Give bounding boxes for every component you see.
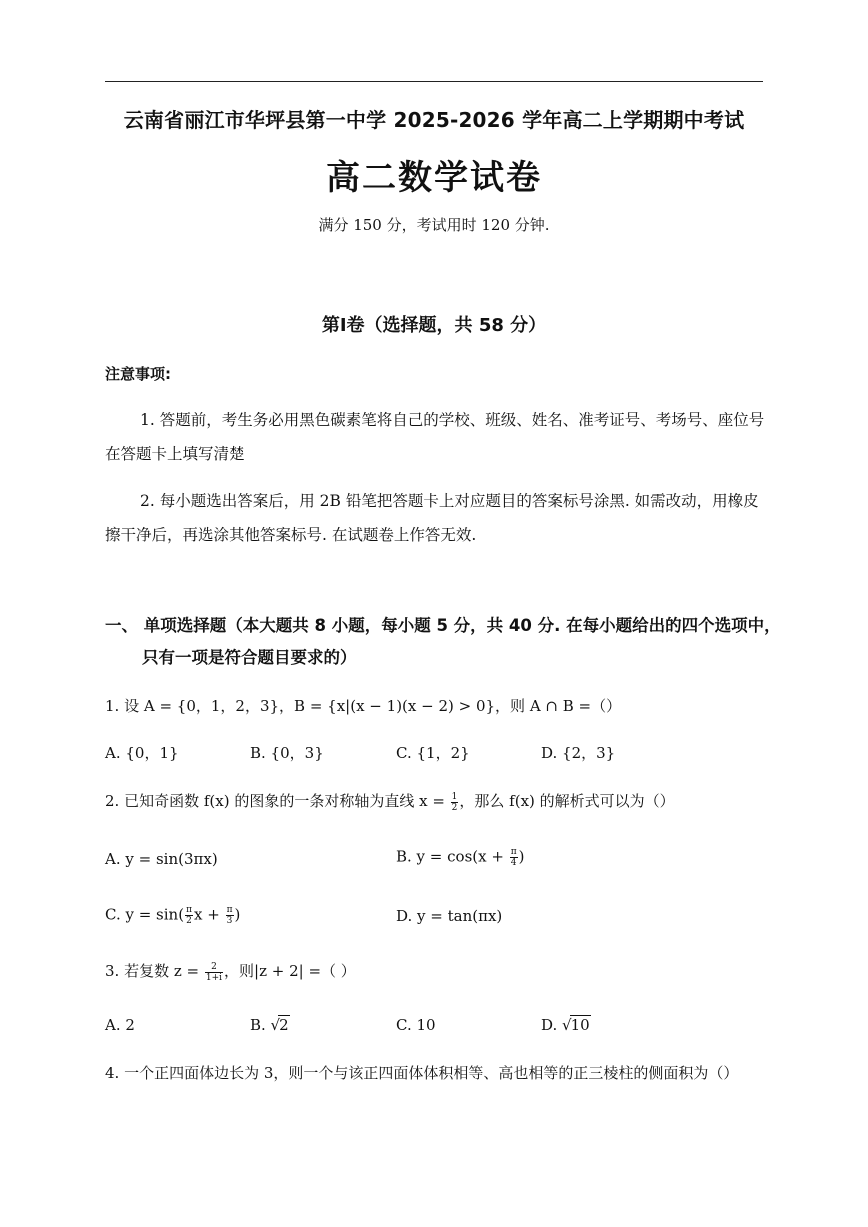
top-rule xyxy=(105,81,763,82)
question-3-stem: 3. 若复数 z = $\frac{2}{1+i}$ ，则|z + 2| =（ ） xyxy=(105,961,356,983)
section-heading-line1: 一、 单项选择题（本大题共 8 小题，每小题 5 分，共 40 分. 在每小题给出的四个选项中， xyxy=(105,616,781,635)
question-2-stem: 2. 已知奇函数 f(x) 的图象的一条对称轴为直线 x = $\frac{1}{2}$ ，那么 f(x) 的解析式可以为（） xyxy=(105,791,675,813)
section-heading xyxy=(105,610,785,674)
q2-option-a: A. y = sin(3πx) xyxy=(105,850,218,868)
school-header: 云南省丽江市华坪县第一中学 2025-2026 学年高二上学期期中考试 xyxy=(123,108,745,132)
q1-option-c: C. {1，2} xyxy=(396,744,470,762)
q3-option-c: C. 10 xyxy=(396,1016,436,1034)
q1-option-a: A. {0，1} xyxy=(105,744,179,762)
notice-item-2: 2. 每小题选出答案后，用 2B 铅笔把答题卡上对应题目的答案标号涂黑. 如需改动，用橡皮擦干净后，再选涂其他答案标号. 在试题卷上作答无效. xyxy=(105,492,759,544)
part-heading: 第Ⅰ卷（选择题，共 58 分） xyxy=(321,315,547,336)
q2-option-c: C. y = sin( $\frac{\pi}{2}$ x + $\frac{\pi}{3}$ ) xyxy=(105,905,241,926)
q3-option-d: D. √10 xyxy=(541,1016,590,1034)
q1-option-d: D. {2，3} xyxy=(541,744,616,762)
notice-item-1: 1. 答题前，考生务必用黑色碳素笔将自己的学校、班级、姓名、准考证号、考场号、座位号在答题卡上填写清楚 xyxy=(105,411,765,463)
q2-option-b: B. y = cos(x + $\frac{\pi}{4}$ ) xyxy=(396,847,525,868)
q2-fraction: $\frac{1}{2}$ xyxy=(451,791,458,813)
q1-option-b: B. {0，3} xyxy=(250,744,324,762)
exam-subtitle: 满分 150 分，考试用时 120 分钟. xyxy=(318,216,550,234)
q2-option-d: D. y = tan(πx) xyxy=(396,907,503,925)
q3-fraction: $\frac{2}{1+i}$ xyxy=(205,961,223,983)
notice-heading: 注意事项: xyxy=(105,365,171,383)
q3-option-b: B. √2 xyxy=(250,1016,289,1034)
section-heading-line2: 只有一项是符合题目要求的） xyxy=(142,648,357,667)
question-4-stem: 4. 一个正四面体边长为 3，则一个与该正四面体体积相等、高也相等的正三棱柱的侧面积为（） xyxy=(105,1064,739,1082)
q3-option-a: A. 2 xyxy=(105,1016,135,1034)
question-1-stem: 1. 设 A = {0，1，2，3}，B = {x|(x − 1)(x − 2) > 0}，则 A ∩ B =（） xyxy=(105,697,622,715)
exam-title: 高二数学试卷 xyxy=(326,158,542,198)
